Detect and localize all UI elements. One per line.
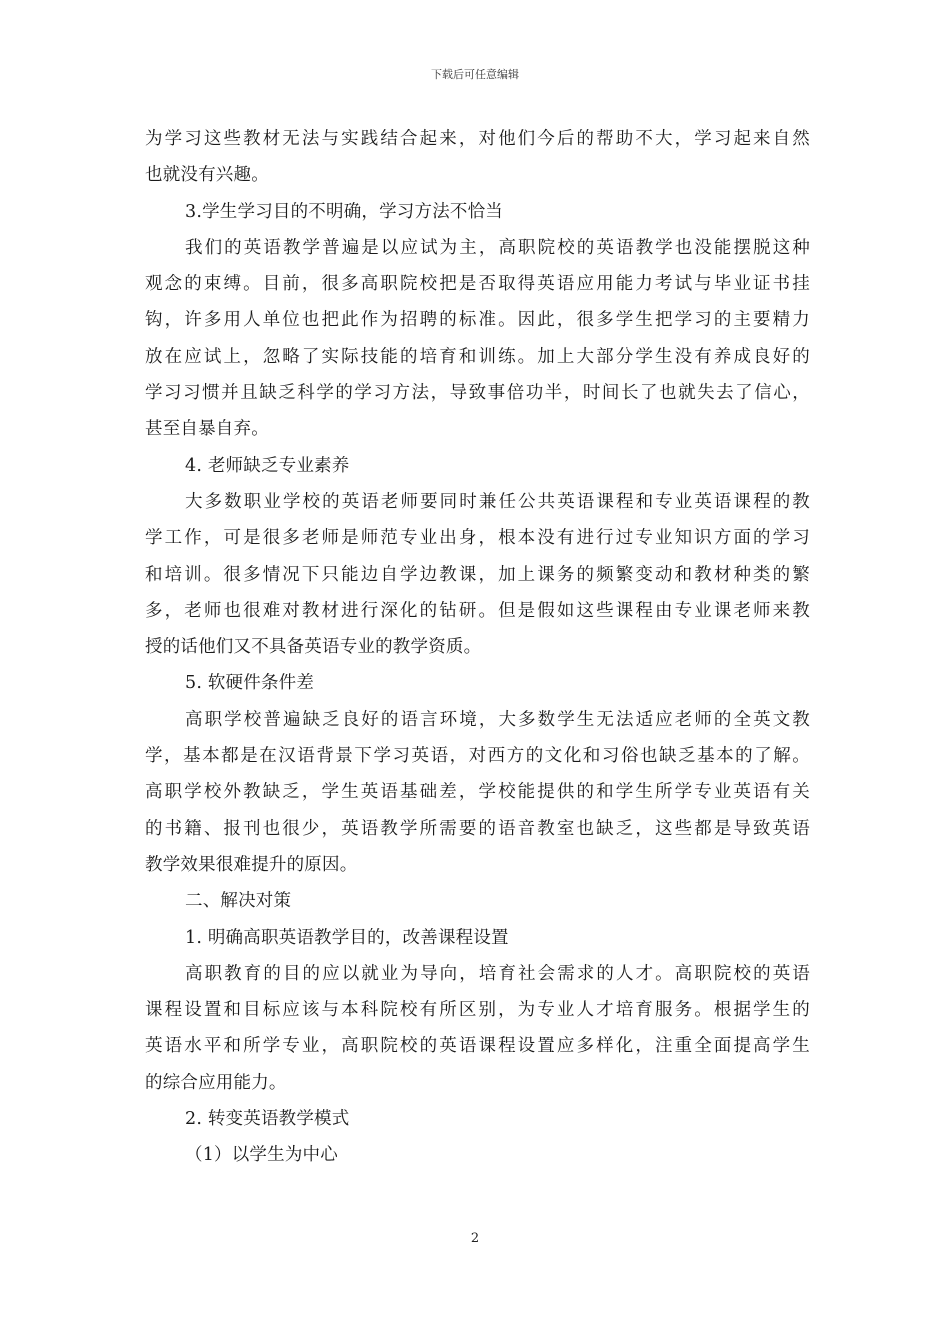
text-line: 学，基本都是在汉语背景下学习英语，对西方的文化和习俗也缺乏基本的了解。: [145, 746, 810, 767]
text-line: 课程设置和目标应该与本科院校有所区别，为专业人才培育服务。根据学生的: [145, 1000, 810, 1021]
text-line: 学工作，可是很多老师是师范专业出身，根本没有进行过专业知识方面的学习: [145, 528, 810, 549]
text-line: 多，老师也很难对教材进行深化的钻研。但是假如这些课程由专业课老师来教: [145, 600, 810, 621]
text-line: 高职学校普遍缺乏良好的语言环境，大多数学生无法适应老师的全英文教: [185, 709, 810, 730]
text-line: 2. 转变英语教学模式: [185, 1109, 350, 1130]
text-line: 5. 软硬件条件差: [185, 673, 315, 694]
text-line: 教学效果很难提升的原因。: [145, 854, 358, 875]
text-line: 放在应试上，忽略了实际技能的培育和训练。加上大部分学生没有养成良好的: [145, 346, 810, 367]
text-line: 也就没有兴趣。: [145, 165, 269, 186]
page-number: 2: [470, 1231, 480, 1246]
text-line: 大多数职业学校的英语老师要同时兼任公共英语课程和专业英语课程的教: [185, 491, 810, 512]
text-line: 高职教育的目的应以就业为导向，培育社会需求的人才。高职院校的英语: [185, 963, 810, 984]
text-line: 授的话他们又不具备英语专业的教学资质。: [145, 637, 482, 658]
text-line: 的书籍、报刊也很少，英语教学所需要的语音教室也缺乏，这些都是导致英语: [145, 818, 810, 839]
text-line: 4. 老师缺乏专业素养: [185, 455, 350, 476]
text-line: 的综合应用能力。: [145, 1072, 287, 1093]
text-line: 高职学校外教缺乏，学生英语基础差，学校能提供的和学生所学专业英语有关: [145, 782, 810, 803]
text-line: 观念的束缚。目前，很多高职院校把是否取得英语应用能力考试与毕业证书挂: [145, 274, 810, 295]
body-text: [145, 121, 810, 1174]
text-line: 学习习惯并且缺乏科学的学习方法，导致事倍功半，时间长了也就失去了信心，: [145, 383, 810, 404]
text-line: 钩，许多用人单位也把此作为招聘的标准。因此，很多学生把学习的主要精力: [145, 310, 810, 331]
page-header: 下载后可任意编辑: [431, 68, 519, 81]
text-line: 甚至自暴自弃。: [145, 419, 269, 440]
text-line: 3.学生学习目的不明确，学习方法不恰当: [185, 201, 503, 222]
text-line: 我们的英语教学普遍是以应试为主，高职院校的英语教学也没能摆脱这种: [185, 237, 810, 258]
text-line: 和培训。很多情况下只能边自学边教课，加上课务的频繁变动和教材种类的繁: [145, 564, 810, 585]
text-line: 1. 明确高职英语教学目的，改善课程设置: [185, 927, 509, 948]
text-line: 二、解决对策: [185, 891, 292, 912]
text-line: 英语水平和所学专业，高职院校的英语课程设置应多样化，注重全面提高学生: [145, 1036, 810, 1057]
text-line: （1）以学生为中心: [185, 1145, 338, 1166]
text-line: 为学习这些教材无法与实践结合起来，对他们今后的帮助不大，学习起来自然: [145, 129, 810, 149]
